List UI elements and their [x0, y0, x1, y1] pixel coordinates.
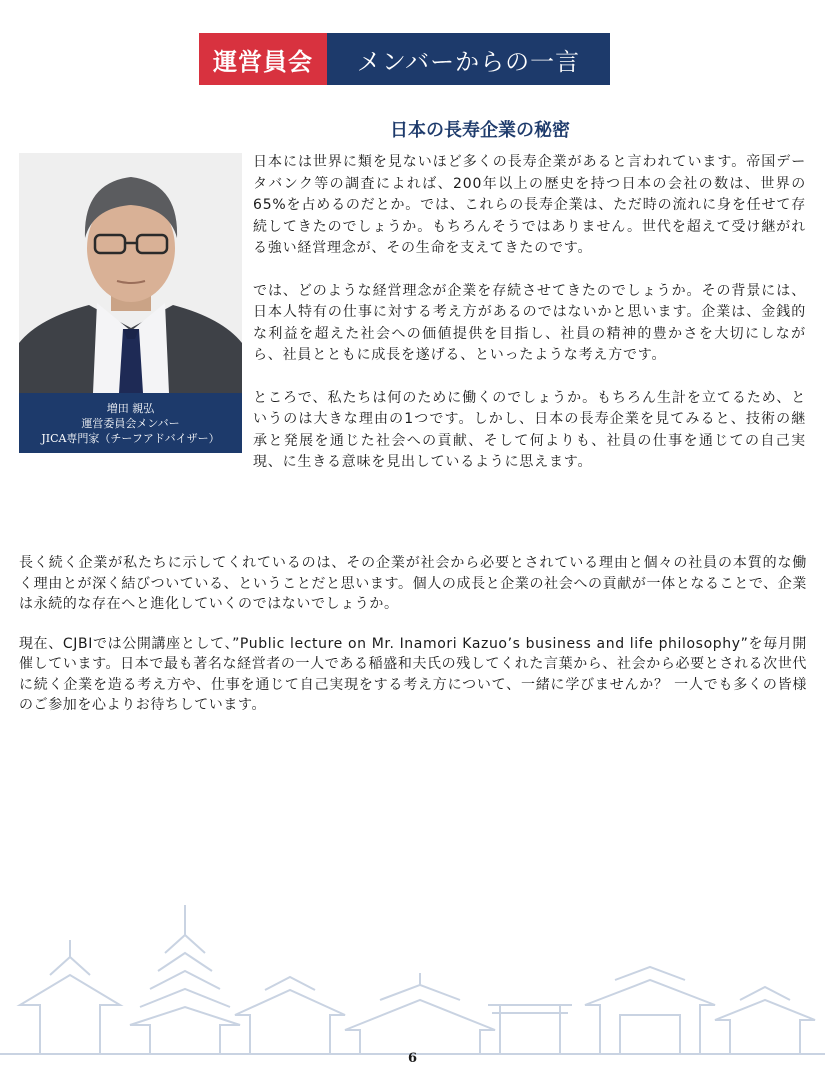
profile-photo	[19, 153, 242, 393]
portrait-illustration	[19, 153, 242, 393]
header-title: メンバーからの一言	[327, 33, 610, 85]
profile-name: 増田 親弘	[106, 401, 155, 415]
article-full-width-text	[19, 553, 807, 735]
profile-position: JICA専門家（チーフアドバイザー）	[41, 431, 220, 445]
header-badge: 運営員会	[199, 33, 327, 85]
page-number: 6	[407, 1051, 418, 1066]
paragraph: ところで、私たちは何のために働くのでしょうか。もちろん生計を立てるため、というのは大きな理由の1つです。しかし、日本の長寿企業を見てみると、技術の継承と発展を通じた社会への貢献、そして何よりも、社員の仕事を通じての自己実現、に生きる意味を見出しているように思えます。	[253, 389, 806, 470]
paragraph: 日本には世界に類を見ないほど多くの長寿企業があると言われています。帝国データバンク等の調査によれば、200年以上の歴史を持つ日本の会社の数は、世界の65%を占めるのだとか。では、これらの長寿企業は、ただ時の流れに身を任せて存続してきたのでしょうか。もちろんそうではありません。世代を超えて受け継がれる強い経営理念が、その生命を支えてきたのです。	[253, 154, 806, 256]
paragraph: では、どのような経営理念が企業を存続させてきたのでしょうか。その背景には、日本人特有の仕事に対する考え方があるのではないかと思います。企業は、金銭的な利益を超えた社会への価値提供を目指し、社員の精神的豊かさを大切にしながら、社員とともに成長を遂げる、といったような考え方です。	[253, 282, 806, 363]
paragraph: 長く続く企業が私たちに示してくれているのは、その企業が社会から必要とされている理由と個々の社員の本質的な働く理由とが深く結びついている、ということだと思います。個人の成長と企業の社会への貢献が一体となることで、企業は永続的な存在へと進化していくのではないでしょうか。	[19, 555, 807, 612]
profile-caption	[19, 393, 242, 453]
article-column-text	[253, 152, 806, 495]
profile-card	[19, 153, 242, 453]
paragraph: 現在、CJBIでは公開講座として、”Public lecture on Mr. Inamori Kazuo’s business and life philosophy”を毎月開催しています。日本で最も著名な経営者の一人である稲盛和夫氏の残してくれた言葉から、社会から必要とされる次世代に続く企業を造る考え方や、仕事を通じて自己実現をする考え方について、一緒に学びませんか？ 一人でも多くの皆様のご参加を心よりお待ちしています。	[19, 635, 807, 713]
article-title: 日本の長寿企業の秘密	[390, 120, 570, 141]
header-banner	[199, 33, 610, 85]
profile-role: 運営委員会メンバー	[81, 416, 180, 430]
temple-skyline-watermark	[0, 895, 825, 1055]
